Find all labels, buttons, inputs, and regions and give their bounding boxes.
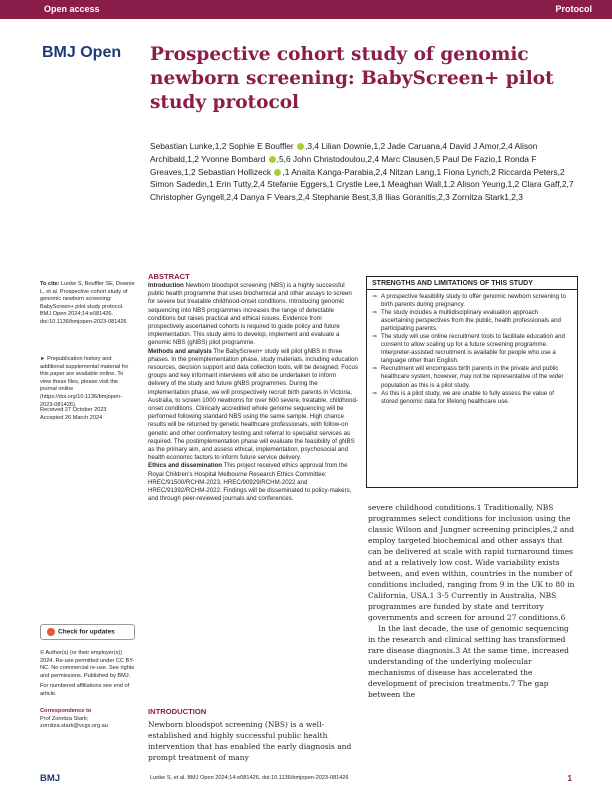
strengths-heading: STRENGTHS AND LIMITATIONS OF THIS STUDY xyxy=(367,277,577,290)
abstract-intro: Newborn bloodspot screening (NBS) is a highly successful public health programme that uses biochemical and other assays to screen for severe but treatable childhood-onset conditions. Introducing genomic sequencing into NBS programmes increases the range of detectable conditions but raises practical and ethical issues. Evidence from prospectively ascertained cohorts is required to guide policy and future implementation. This study aims to develop, implement and evaluate a genomic NBS (gNBS) pilot programme. xyxy=(148,282,352,347)
cite-label: To cite: xyxy=(40,281,60,287)
strengths-box xyxy=(366,276,578,488)
check-for-updates-button[interactable] xyxy=(40,624,135,640)
check-updates-label: Check for updates xyxy=(58,628,115,636)
abstract-body xyxy=(148,282,358,503)
abstract-ethics: This project received ethics approval from the Royal Children's Hospital Melbourne Research Ethics Committee: HREC/91500/RCHM-2023, HREC/90929/RCHM-2022 and HREC/91392/RCHM-2022. Findings will be disseminated to policy-makers, and through peer-reviewed journals and conferences. xyxy=(148,462,352,503)
introduction-heading: INTRODUCTION xyxy=(148,707,207,716)
list-item: ⇒ The study will use online recruitment tools to facilitate education and consent to allow scaling up for a future screening programme. Interpreter-assisted recruitment is available for people who use a language other than English. xyxy=(372,333,572,365)
triangle-icon: ► xyxy=(40,356,46,362)
journal-logo: BMJ Open xyxy=(42,44,122,61)
received-date: Received 27 October 2023 xyxy=(40,407,107,413)
copyright-note: © Author(s) (or their employer(s)) 2024. Re-use permitted under CC BY-NC. No commercial re-use. See rights and permissions. Published by BMJ. xyxy=(40,650,135,679)
dates xyxy=(40,407,135,422)
correspondence xyxy=(40,708,135,731)
accepted-date: Accepted 26 March 2024 xyxy=(40,414,103,421)
correspondence-email[interactable]: zornitza.stark@vcgs.org.au xyxy=(40,723,108,730)
top-bar xyxy=(0,0,612,19)
list-item: ⇒ A prospective feasibility study to offer genomic newborn screening to birth parents during pregnancy. xyxy=(372,293,572,309)
affiliations-note: For numbered affiliations see end of article. xyxy=(40,683,130,697)
orcid-icon[interactable] xyxy=(274,169,281,176)
orcid-icon[interactable] xyxy=(297,143,304,150)
article-title: Prospective cohort study of genomic newborn screening: BabyScreen+ pilot study protocol xyxy=(150,44,554,113)
list-item: ⇒ Recruitment will encompass birth parents in the private and public healthcare system, however, may not be representative of the wider population as this is a pilot study. xyxy=(372,365,572,389)
paragraph: In the last decade, the use of genomic sequencing in the research and clinical setting has transformed rare disease diagnosis.3 At the same time, increased understanding of the underlying molecular mechanisms of disease has accelerated the development of precision treatments.7 The gap between the xyxy=(368,624,569,699)
update-icon xyxy=(47,628,55,636)
open-access-label: Open access xyxy=(44,4,100,14)
list-item: ⇒ The study includes a multidisciplinary evaluation approach ascertaining perspectives from the public, health professionals and participating parents. xyxy=(372,309,572,333)
article-type-label: Protocol xyxy=(555,4,592,14)
page-number: 1 xyxy=(567,774,572,783)
correspondence-name: Prof Zornitza Stark; xyxy=(40,715,89,722)
list-item: ⇒ As this is a pilot study, we are unable to fully assess the value of stored genomic data for lifelong healthcare use. xyxy=(372,390,572,406)
prepub-note xyxy=(40,356,135,409)
cite-text: Lunke S, Bouffler SE, Downie L, et al. Prospective cohort study of genomic newborn screening: BabyScreen+ pilot study protocol. BMJ Open 2024;14:e081426. doi:10.1136/bmjopen-2023-081426 xyxy=(40,281,135,325)
prepub-text: Prepublication history and additional supplemental material for this paper are available online. To view these files, please visit the journal online (https://doi.org/10.1136/bmjopen-2023-081426). xyxy=(40,356,129,408)
footer-citation: Lunke S, et al. BMJ Open 2024;14:e081426. doi:10.1136/bmjopen-2023-081426 xyxy=(150,775,349,781)
cite-block xyxy=(40,281,135,327)
abstract-intro-label: Introduction xyxy=(148,282,184,289)
footer-logo: BMJ xyxy=(40,773,61,784)
abstract-heading: ABSTRACT xyxy=(148,272,190,281)
introduction-text: Newborn bloodspot screening (NBS) is a well-established and highly successful public health intervention that has enabled the early diagnosis and prompt treatment of many xyxy=(148,720,352,762)
correspondence-heading: Correspondence to xyxy=(40,708,92,714)
abstract-methods: The BabyScreen+ study will pilot gNBS in three phases. In the preimplementation phase, study materials, including education resources, decision support and data collection tools, will be designed. Focus groups and key informant interviews will also be undertaken to inform delivery of the study and future gNBS programmes. During the implementation phase, we will prospectively recruit birth parents in Victoria, Australia, to screen 1000 newborns for over 600 severe, treatable, childhood-onset conditions. Clinically accredited whole genome sequencing will be performed following standard NBS using the same sample. High chance results will be returned by genetic healthcare professionals, with follow-on genetic and other confirmatory testing and referral to specialist services as required. The postimplementation phase will evaluate the feasibility of gNBS as the primary aim, and assess ethical, implementation, psychosocial and health economic factors to inform future service delivery. xyxy=(148,347,358,462)
paragraph: severe childhood conditions.1 Traditionally, NBS programmes select conditions for inclusion using the classic Wilson and Jungner screening principles,2 and employ targeted biochemical and other assays that can be delivered at scale with rapid turnaround times and at a relatively low cost. Wide variability exists between, and even within, countries in the number of conditions included, ranging from 9 in the UK to 80 in California, USA.1 3-5 Currently in Australia, NBS programmes are funded by state and territory governments and screen for around 27 conditions.6 xyxy=(368,503,575,622)
abstract-methods-label: Methods and analysis xyxy=(148,347,212,355)
author-list: Sebastian Lunke,1,2 Sophie E Bouffler ,3,4 Lilian Downie,1,2 Jade Caruana,4 David J Amor,2,4 Alison Archibald,1,2 Yvonne Bombard ,5,6 John Christodoulou,2,4 Marc Clausen,5 Paul De Fazio,1 Ronda F Greaves,1,2 Sebastian Hollizeck ,1 Anaita Kanga-Parabia,2,4 Nitzan Lang,1 Fiona Lynch,2 Riccarda Peters,2 Simon Sadedin,1 Erin Tutty,2,4 Stefanie Eggers,1 Crystle Lee,1 Meaghan Wall,1,2 Alison Yeung,1,2 Clara Gaff,2,7 Christopher Gyngell,2,4 Danya F Vears,2,4 Stephanie Best,3,8 Ilias Goranitis,2,3 Zornitza Stark1,2,3 xyxy=(150,141,574,203)
orcid-icon[interactable] xyxy=(269,156,276,163)
abstract-ethics-label: Ethics and dissemination xyxy=(148,462,223,470)
strengths-list xyxy=(367,290,577,406)
page-footer xyxy=(0,773,612,792)
right-column xyxy=(368,502,578,700)
